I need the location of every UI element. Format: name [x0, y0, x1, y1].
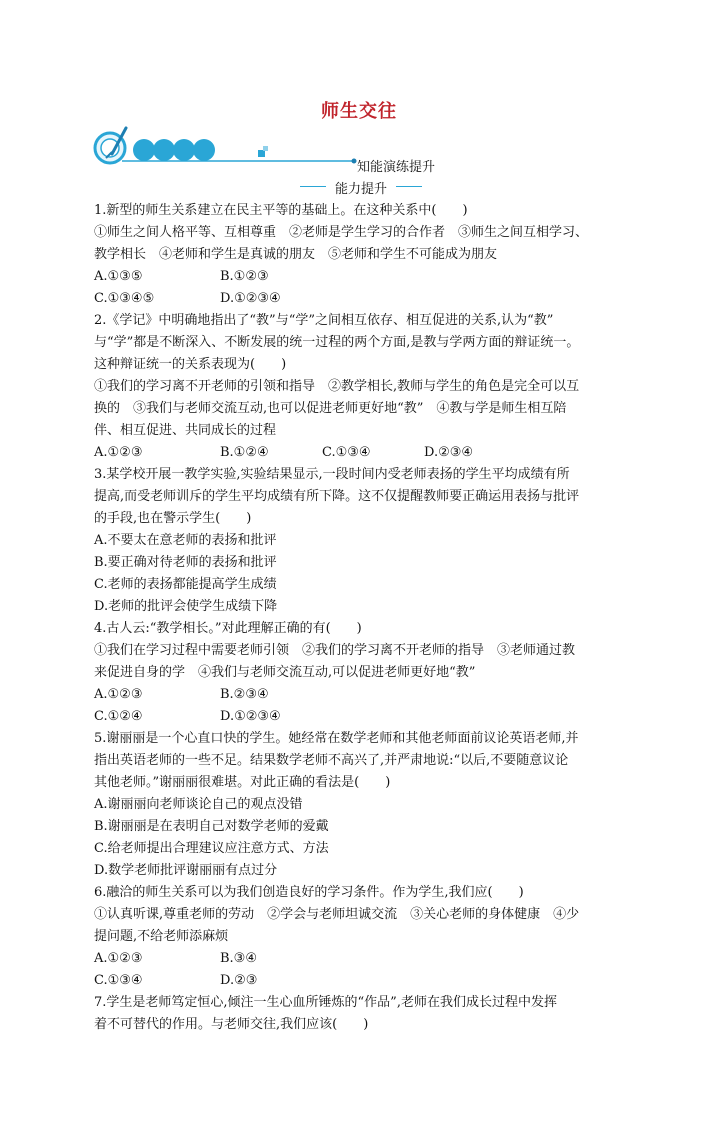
- option: D.①②③④: [220, 709, 281, 724]
- question-7: [94, 992, 639, 1036]
- question-text: 与“学”都是不断深入、不断发展的统一过程的两个方面,是教与学两方面的辩证统一。: [94, 335, 580, 350]
- question-text: 其他老师。”谢丽丽很难堪。对此正确的看法是( ): [94, 775, 391, 790]
- option: B.①②④: [220, 445, 269, 460]
- options-row: [94, 970, 639, 992]
- question-2: [94, 310, 639, 464]
- options-row: [94, 684, 639, 706]
- question-3: [94, 464, 639, 618]
- question-stem: 7.学生是老师笃定恒心,倾注一生心血所锤炼的“作品”,老师在我们成长过程中发挥: [94, 995, 557, 1010]
- option: D.①②③④: [220, 291, 281, 306]
- question-text: ①认真听课,尊重老师的劳动 ②学会与老师坦诚交流 ③关心老师的身体健康 ④少: [94, 907, 580, 922]
- question-text: 换的 ③我们与老师交流互动,也可以促进老师更好地“教” ④教与学是师生相互陪: [94, 401, 567, 416]
- question-text: 提高,而受老师训斥的学生平均成绩有所下降。这不仅提醒教师要正确运用表扬与批评: [94, 489, 580, 504]
- option: B.要正确对待老师的表扬和批评: [94, 555, 277, 570]
- question-text: 指出英语老师的一些不足。结果数学老师不高兴了,并严肃地说:“以后,不要随意议论: [94, 753, 569, 768]
- option: A.①②③: [94, 951, 143, 966]
- pen-icon: [95, 128, 126, 163]
- options-row: [94, 706, 639, 728]
- section-banner: [92, 124, 552, 172]
- question-stem: 3.某学校开展一教学实验,实验结果显示,一段时间内受老师表扬的学生平均成绩有所: [94, 467, 570, 482]
- question-text: ①我们在学习过程中需要老师引领 ②我们的学习离不开老师的指导 ③老师通过教: [94, 643, 576, 658]
- option: A.谢丽丽向老师谈论自己的观点没错: [94, 797, 303, 812]
- question-5: [94, 728, 639, 882]
- option: C.①②④: [94, 709, 143, 724]
- question-text: 教学相长 ④老师和学生是真诚的朋友 ⑤老师和学生不可能成为朋友: [94, 247, 498, 262]
- option: C.①③④: [94, 973, 143, 988]
- option: A.①②③: [94, 687, 143, 702]
- options-row: [94, 288, 639, 310]
- subsection-heading: [300, 178, 422, 196]
- question-text: 的手段,也在警示学生( ): [94, 511, 252, 526]
- option: A.①②③: [94, 445, 143, 460]
- question-text: 提问题,不给老师添麻烦: [94, 929, 229, 944]
- banner-label: 知能演练提升: [357, 160, 436, 175]
- question-text: 来促进自身的学 ④我们与老师交流互动,可以促进老师更好地“教”: [94, 665, 476, 680]
- question-list: [94, 200, 639, 1036]
- question-stem: 2.《学记》中明确地指出了“教”与“学”之间相互依存、相互促进的关系,认为“教”: [94, 313, 554, 328]
- question-text: 着不可替代的作用。与老师交往,我们应该( ): [94, 1017, 369, 1032]
- option: C.给老师提出合理建议应注意方式、方法: [94, 841, 329, 856]
- question-text: 伴、相互促进、共同成长的过程: [94, 423, 277, 438]
- dots-decoration: [133, 139, 215, 161]
- question-stem: 6.融洽的师生关系可以为我们创造良好的学习条件。作为学生,我们应( ): [94, 885, 524, 900]
- option: D.②③: [220, 973, 258, 988]
- option: B.③④: [220, 951, 257, 966]
- options-row: [94, 266, 639, 288]
- question-stem: 5.谢丽丽是一个心直口快的学生。她经常在数学老师和其他老师面前议论英语老师,并: [94, 731, 579, 746]
- question-6: [94, 882, 639, 992]
- option: C.老师的表扬都能提高学生成绩: [94, 577, 277, 592]
- subsection-title: 能力提升: [334, 182, 387, 197]
- heading-rule-right: [396, 186, 422, 187]
- option: A.不要太在意老师的表扬和批评: [94, 533, 277, 548]
- option: B.①②③: [220, 269, 269, 284]
- option: B.谢丽丽是在表明自己对数学老师的爱戴: [94, 819, 329, 834]
- option: C.①③④: [322, 445, 371, 460]
- question-4: [94, 618, 639, 728]
- question-text: 这种辩证统一的关系表现为( ): [94, 357, 287, 372]
- question-text: ①师生之间人格平等、互相尊重 ②老师是学生学习的合作者 ③师生之间互相学习、: [94, 225, 589, 240]
- page-title: 师生交往: [321, 101, 397, 122]
- option: D.②③④: [424, 445, 474, 460]
- question-1: [94, 200, 639, 310]
- question-text: ①我们的学习离不开老师的引领和指导 ②教学相长,教师与学生的角色是完全可以互: [94, 379, 580, 394]
- option: B.②③④: [220, 687, 269, 702]
- option: D.老师的批评会使学生成绩下降: [94, 599, 278, 614]
- question-stem: 4.古人云:“教学相长。”对此理解正确的有( ): [94, 621, 362, 636]
- question-stem: 1.新型的师生关系建立在民主平等的基础上。在这种关系中( ): [94, 203, 468, 218]
- options-row: [94, 948, 639, 970]
- option: C.①③④⑤: [94, 291, 155, 306]
- options-row: [94, 442, 639, 464]
- option: A.①③⑤: [94, 269, 143, 284]
- option: D.数学老师批评谢丽丽有点过分: [94, 863, 278, 878]
